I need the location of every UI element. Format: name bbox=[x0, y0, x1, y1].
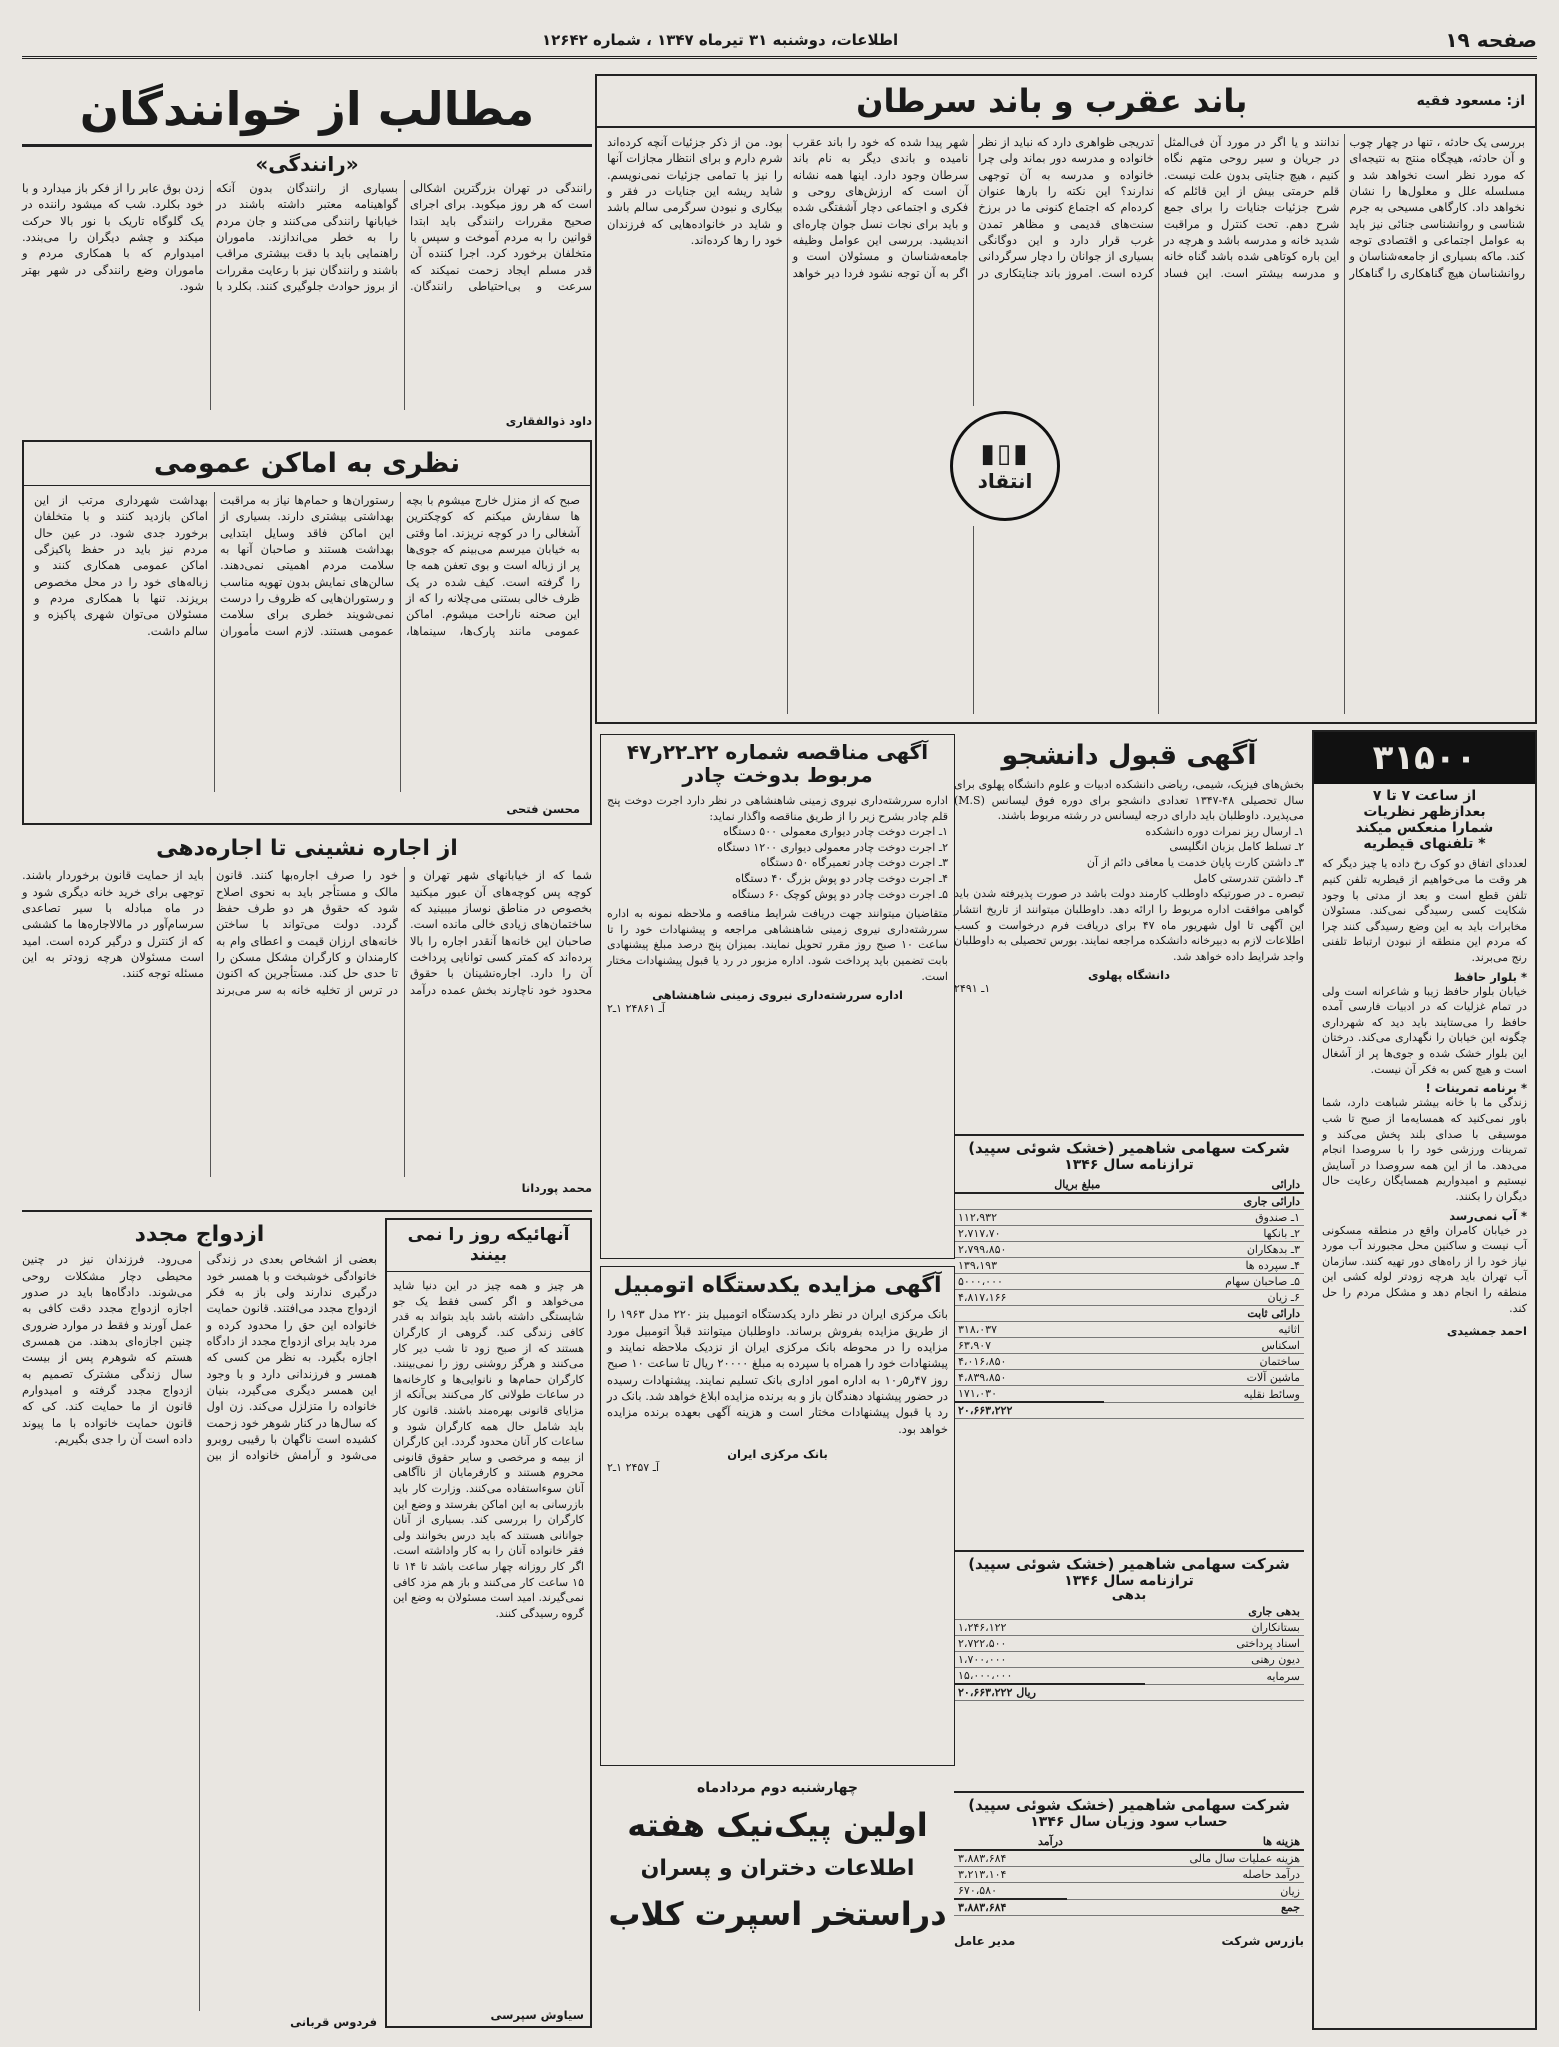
phone-logo: ۳۱۵۰۰ bbox=[1314, 732, 1535, 784]
university-ad-title: آگهی قبول دانشجو bbox=[1001, 740, 1257, 771]
tender-item-2: ۲ـ اجرت دوخت چادر معمولی دیواری ۱۲۰۰ دستگاه bbox=[717, 840, 948, 854]
table-row: اسکناس ۶۳،۹۰۷ bbox=[954, 1338, 1304, 1354]
table-row: ماشین آلات ۴،۸۳۹،۸۵۰ bbox=[954, 1370, 1304, 1386]
pl-total: ۳،۸۸۳،۶۸۴ bbox=[954, 1899, 1067, 1916]
rent-article bbox=[22, 830, 592, 1212]
bs1-col-amount: مبلغ بریال bbox=[954, 1177, 1104, 1193]
bs2-sub-label: بدهی جاری bbox=[954, 1604, 1304, 1620]
remarriage-title: ازدواج مجدد bbox=[134, 1222, 265, 1247]
university-req-4: ۴ـ داشتن تندرستی کامل bbox=[1193, 871, 1304, 885]
university-ad-signer: دانشگاه پهلوی bbox=[1087, 968, 1171, 983]
rent-signature: محمد پوردانا bbox=[521, 1181, 592, 1196]
phone-section-3: زندگی ما با خانه بیشتر شباهت دارد، شما باور نمی‌کنید که همسایه‌ما از صبح تا شب موسیقی با صدای بلند پخش می‌کند و تمرینات ورزشی خود را با سروصدا انجام می‌دهد. ما از این همه سروصدا در آسایش نیستیم و امیدواریم همسایگان رعایت حال دیگران را بکنند. bbox=[1322, 1096, 1527, 1203]
phone-line-3: * تلفنهای قیطریه bbox=[1363, 836, 1486, 853]
bs2-period: ترازنامه سال ۱۳۴۶ bbox=[1064, 1573, 1194, 1590]
letters-title: مطالب از خوانندگان bbox=[22, 74, 592, 147]
picnic-date: چهارشنبه دوم مردادماه bbox=[697, 1780, 858, 1796]
crime-article bbox=[595, 74, 1537, 724]
remarriage-article bbox=[22, 1218, 377, 2028]
phone-hours: از ساعت ۷ تا ۷ bbox=[1372, 788, 1477, 804]
bs2-total: ۲۰،۶۶۳،۲۲۲ ریال bbox=[954, 1684, 1145, 1701]
auction-ad bbox=[600, 1266, 955, 1766]
tender-item-5: ۵ـ اجرت دوخت چادر دو پوش کوچک ۶۰ دستگاه bbox=[732, 887, 948, 901]
auction-body: بانک مرکزی ایران در نظر دارد یکدستگاه اتومبیل بنز ۲۲۰ مدل ۱۹۶۳ را از طریق مزایده بفروش برساند. داوطلبان میتوانند قبلاً اتومبیل مورد مزایده را در محوطه بانک مرکزی ایران از نزدیک ملاحظه نمایند و پیشنهادات خود را همراه با سپرده به مبلغ ۲۰۰۰۰ ریال تا ساعت ۱۰ صبح روز ۴۷ر۵ر۱۰ به اداره امور اداری بانک تسلیم نمایند. پیشنهادات رسیده در حضور پیشنهاد دهندگان باز و به برنده مزایده ابلاغ خواهد شد. بانک در رد یا قبول پیشنهادات مختار است و هزینه آگهی بعهده برنده مزایده خواهد بود. bbox=[607, 1307, 949, 1436]
table-row: اثاثیه ۳۱۸،۰۳۷ bbox=[954, 1322, 1304, 1338]
etelaat-phone-column bbox=[1312, 730, 1537, 2030]
table-row: هزینه عملیات سال مالی ۳،۸۸۳،۶۸۴ bbox=[954, 1850, 1304, 1867]
table-row: ۱ـ صندوق ۱۱۲،۹۳۲ bbox=[954, 1210, 1304, 1226]
university-ad-details: تبصره ـ در صورتیکه داوطلب کارمند دولت باشد در صورت پذیرفته شدن باید گواهی موافقت اداره مربوط را ارائه دهد. داوطلبان میتوانند از تاریخ انتشار این آگهی تا اول شهریور ماه ۴۷ برای دریافت فرم درخواست و کسب اطلاعات لازم به دبیرخانه دانشکده مراجعه نمایند. بورس تحصیلی به داوطلبان واجد شرایط داده خواهد شد. bbox=[954, 887, 1304, 963]
phone-line-1: بعدازظهر نظریات bbox=[1363, 804, 1486, 821]
bs1-total: ۲۰،۶۶۳،۲۲۲ bbox=[954, 1402, 1104, 1419]
driving-letter-title: «رانندگی» bbox=[255, 152, 359, 176]
bs1-table bbox=[954, 1177, 1304, 1419]
bs1-col-asset: دارائی bbox=[1104, 1177, 1304, 1193]
pl-col-expense: هزینه ها bbox=[1067, 1834, 1304, 1850]
university-ad-code: ۱ـ ۲۴۹۱ bbox=[954, 982, 991, 996]
auction-code: آـ ۲۴۵۷ ۱ـ۲ bbox=[607, 1460, 659, 1474]
table-row: ساختمان ۴،۰۱۶،۸۵۰ bbox=[954, 1354, 1304, 1370]
critique-badge bbox=[945, 406, 1065, 526]
tender-details: متقاضیان میتوانند جهت دریافت شرایط مناقصه و ملاحظه نمونه به اداره سررشته‌داری نیروی زمینی شاهنشاهی مراجعه و پیشنهادات خود را تا ساعت ۱۰ صبح روز مقرر تحویل نمایند. بمیزان پنج درصد مبلغ پیشنهادی بابت تضمین باید پرداخت شود. اداره مزبور در رد یا قبول پیشنهادات مختار است. bbox=[607, 907, 949, 983]
auction-title: آگهی مزایده یکدستگاه اتومبیل bbox=[613, 1273, 942, 1298]
table-row: وسائط نقلیه ۱۷۱،۰۳۰ bbox=[954, 1386, 1304, 1403]
tender-item-3: ۳ـ اجرت دوخت چادر تعمیرگاه ۵۰ دستگاه bbox=[760, 856, 948, 870]
bs1-fixed-label: دارائی ثابت bbox=[954, 1306, 1304, 1322]
pl-total-label: جمع bbox=[1067, 1899, 1304, 1916]
phone-section-4-head: * آب نمی‌رسد bbox=[1449, 1208, 1527, 1223]
picnic-line-2: اطلاعات دختران و پسران bbox=[640, 1856, 915, 1881]
workers-signature: سیاوش سپرسی bbox=[490, 2008, 584, 2023]
bs2-company: شرکت سهامی شاهمیر (خشک شوئی سپید) bbox=[968, 1555, 1290, 1573]
university-req-1: ۱ـ ارسال ریز نمرات دوره دانشکده bbox=[1145, 824, 1304, 838]
profit-loss bbox=[954, 1797, 1304, 2029]
table-row: اسناد پرداختی ۲،۷۲۲،۵۰۰ bbox=[954, 1636, 1304, 1652]
bs1-company: شرکت سهامی شاهمیر (خشک شوئی سپید) bbox=[968, 1139, 1290, 1157]
bs2-table bbox=[954, 1604, 1304, 1701]
tender-code: آـ ۲۴۸۶۱ ۱ـ۲ bbox=[607, 1002, 665, 1016]
remarriage-signature: فردوس قربانی bbox=[290, 2015, 377, 2030]
article-body: بررسی یک حادثه ، تنها در چهار چوب و آن حادثه، هیچگاه منتج به نتیجه‌ای که مورد نظر است نخواهد شد و مسلسله علل و معلول‌ها را نشان نخواهد داد. کارگاهی مسیحی به جرم شناسی و روانشناسی جنائی نیز باید به عوامل اجتماعی و اقتصادی توجه کند. ماکه بسیاری از جامعه‌شناسان و روانشناسان هیچ گناهکاری را گناهکار ندانند و یا اگر در مورد آن فی‌المثل در جریان و سیر روحی متهم نگاه کنیم ، هیچ جنایتی بدون علت نیست. قلم حرمتی بیش از این قائلم که شرح جزئیات جنایات را برای جمع شرح دهم. تحت کنترل و مراقبت شدید خانه و مدرسه باشد و هرچه در این باره کوتاهی شده باشد گناه خانه و مدرسه بیشتر است. این فساد تدریجی ظواهری دارد که نباید از نظر خانواده و مدرسه دور بماند ولی چرا خانواده و مدرسه به آن توجهی ندارند؟ این نکته را بارها عنوان کرده‌ام که اجتماع کنونی ما در برزخ سنت‌های قدیمی و مظاهر تمدن غرب قرار دارد و این دوگانگی بسیاری از جوانان را دچار سرگردانی کرده است. امروز باند جنایتکاری در شهر پیدا شده که خود را باند عقرب نامیده و باندی دیگر به نام باند سرطان وجود دارد. اینها همه نشانه آن است که ارزش‌های روحی و فکری و اجتماعی دچار آشفتگی شده و باید برای نجات نسل جوان چاره‌ای اندیشید. بررسی این عوامل وظیفه جامعه‌شناسان و مسئولان است و اگر به آن توجه نشود فردا دیر خواهد بود. من از ذکر جزئیات آنچه کرده‌اند شرم دارم و برای انتظار مجازات آنها را نیز با تمامی جزئیات نمی‌نویسم. شاید ریشه این جنایات در فقر و بیکاری و نبودن سرگرمی سالم باشد و شاید در خانواده‌هایی که فرزندان خود را رها کرده‌اند. bbox=[607, 135, 1525, 280]
tender-ad bbox=[600, 734, 955, 1259]
table-row: بستانکاران ۱،۲۴۶،۱۲۲ bbox=[954, 1620, 1304, 1636]
bs1-current-label: دارائی جاری bbox=[954, 1193, 1304, 1210]
workers-body: هر چیز و همه چیز در این دنیا شاید می‌خواهد و اگر کسی فقط یک جو شایستگی داشته باشد باید بتواند به قدر کافی زندگی کند. گروهی از کارگران هستند که از صبح زود تا شب دیر کار می‌کنند و هرگز روشنی روز را نمی‌بینند. کارگران حمام‌ها و نانوایی‌ها و کارخانه‌ها در ساعات طولانی کار می‌کنند بی‌آنکه از مزایای قانونی بهره‌مند باشند. قانون کار باید شامل حال همه کارگران شود و ساعات کار آنان محدود گردد. این کارگران از بیمه و مرخصی و سایر حقوق قانونی محروم هستند و کارفرمایان از ناآگاهی آنان سوءاستفاده می‌کنند. وزارت کار باید بازرسانی به این اماکن بفرستد و وضع این کارگران را بررسی کند. بسیاری از آنان جوانانی هستند که باید درس بخوانند ولی فقر خانواده آنان را به کار واداشته است. اگر کار روزانه چهار ساعت باشد تا ۱۴ تا ۱۵ ساعت کار می‌کنند و باز هم مزد کافی نمی‌گیرند. امید است مسئولان به وضع این گروه رسیدگی کنند. bbox=[393, 1279, 584, 1620]
phone-signature: احمد جمشیدی bbox=[1446, 1324, 1527, 1339]
tender-title: آگهی مناقصه شماره ۲۲ـ۲۲ر۴۷ bbox=[626, 740, 929, 764]
tender-item-4: ۴ـ اجرت دوخت چادر دو پوش بزرگ ۴۰ دستگاه bbox=[735, 872, 948, 886]
bs1-period: ترازنامه سال ۱۳۴۶ bbox=[1064, 1157, 1194, 1174]
university-ad-intro: بخش‌های فیزیک، شیمی، ریاضی دانشکده ادبیات و علوم دانشگاه پهلوی برای سال تحصیلی ۴۸-۱۳۴۷ تعدادی دانشجو برای دوره فوق لیسانس (M.S) می‌پذیرد. داوطلبان باید دارای درجه لیسانس در رشته مربوط باشند. bbox=[954, 778, 1304, 823]
picnic-line-1: اولین پیک‌نیک هفته bbox=[627, 1806, 928, 1844]
page-number: صفحه ۱۹ bbox=[1445, 28, 1537, 52]
issue-line: اطلاعات، دوشنبه ۳۱ تیرماه ۱۳۴۷ ، شماره ۱۲۶۴۲ bbox=[542, 31, 899, 49]
workers-article bbox=[385, 1218, 592, 2028]
auction-signer: بانک مرکزی ایران bbox=[727, 1446, 828, 1461]
phone-section-1: لعددای اتفاق دو کوک رخ داده یا چیز دیگر که هر وقت ما می‌خواهیم از قیطریه تلفن کنیم تلفن قطع است و بعد از مدتی با وجود شکایت کسی رسیدگی نمی‌کند. مسئولان مخابرات باید به این وضع رسیدگی کنند چرا که مردم این منطقه از نبودن ارتباط تلفنی رنج می‌برند. bbox=[1322, 857, 1527, 965]
remarriage-body: بعضی از اشخاص بعدی در زندگی خانوادگی خوشبخت و با همسر خود درگیری ندارند ولی باز به فکر ازدواج مجدد می‌افتند. قانون حمایت خانواده این حق را محدود کرده و مرد باید برای ازدواج مجدد از دادگاه اجازه بگیرد. به نظر من کسی که همسر و فرزندانی دارد و با وجود این همسر دیگری می‌گیرد، بنیان خانواده را متزلزل می‌کند. زن اول که سال‌ها در کنار شوهر خود زحمت کشیده است ناگهان با رقیبی روبرو می‌شود و آرامش خانواده از بین می‌رود. فرزندان نیز در چنین محیطی دچار مشکلات روحی می‌شوند. دادگاه‌ها باید در صدور اجازه ازدواج مجدد دقت کافی به عمل آورند و فقط در موارد ضروری چنین اجازه‌ای بدهند. من همسری هستم که شوهرم پس از بیست سال زندگی مشترک تصمیم به ازدواج مجدد گرفته و امیدوارم قانون از ما حمایت کند. کی که قانون حمایت خانواده با ما پیوند داده است آن را جدی بگیریم. bbox=[22, 1252, 377, 1463]
picnic-ad bbox=[600, 1774, 955, 2029]
table-row: ۳ـ بدهکاران ۲،۷۹۹،۸۵۰ bbox=[954, 1242, 1304, 1258]
driving-letter-signature: داود ذوالفقاری bbox=[505, 414, 592, 428]
table-row: ۲ـ بانکها ۲،۷۱۷،۷۰ bbox=[954, 1226, 1304, 1242]
public-places-title: نظری به اماکن عمومی bbox=[24, 442, 590, 486]
driving-letter-body: رانندگی در تهران بزرگترین اشکالی است که هر روز میکوبد. برای اجرای صحیح مقررات رانندگی باید ابتدا قوانین را به مردم آموخت و سپس با متخلفان برخورد کرد. اجرا کننده آن قدر مسلم ایجاد زحمت نمیکند که سرعت و بی‌احتیاطی رانندگان. بسیاری از رانندگان بدون آنکه گواهینامه معتبر داشته باشند در خیابانها رانندگی می‌کنند و جان مردم را به خطر می‌اندازند. ماموران راهنمایی باید با دقت بیشتری مراقب باشند و رانندگان نیز با رعایت مقررات از بروز حوادث جلوگیری کنند. بکلرد با زدن بوق عابر را از فکر باز میدارد و با خود بکلرد. شب که میشود راننده در یک گلوگاه تاریک با نور بالا حرکت میکند و چشم دیگران را می‌بندد. امیدوارم که با همکاری مردم و ماموران وضع رانندگی در شهر بهتر شود. bbox=[22, 181, 592, 293]
phone-section-4: در خیابان کامران واقع در منطقه مسکونی آب نیست و ساکنین محل مجبورند آب مورد نیاز خود را از راه‌های دور تهیه کنند. سازمان آب تهران باید هرچه زودتر لوله کشی این منطقه را انجام دهد و مشکل مردم را حل کند. bbox=[1322, 1223, 1527, 1315]
table-row: درآمد حاصله ۳،۲۱۳،۱۰۴ bbox=[954, 1867, 1304, 1883]
pl-table bbox=[954, 1834, 1304, 1916]
pl-col-income: درآمد bbox=[954, 1834, 1067, 1850]
bs2-side-label: بدهی bbox=[1111, 1588, 1147, 1604]
tender-signer: اداره سررشته‌داری نیروی زمینی شاهنشاهی bbox=[652, 988, 903, 1003]
phone-line-2: شمارا منعکس میکند bbox=[1355, 820, 1494, 837]
rent-body: شما که از خیابانهای شهر تهران و کوچه پس کوچه‌های آن عبور میکنید بخصوص در مناطق نوساز میبینید که ساختمان‌های زیادی خالی مانده است. صاحبان این خانه‌ها آنقدر اجاره را بالا برده‌اند که کمتر کسی توانایی پرداخت آن را دارد. اجاره‌نشینان با حقوق محدود خود ناچارند بخش عمده درآمد خود را صرف اجاره‌بها کنند. قانون مالک و مستأجر باید به نحوی اصلاح شود که حقوق هر دو طرف حفظ گردد. دولت می‌تواند با ساختن خانه‌های ارزان قیمت و اعطای وام به کارمندان و کارگران مشکل مسکن را تا حدی حل کند. مستأجرین که اکنون در ترس از تخلیه خانه به سر می‌برند باید از حمایت قانون برخوردار باشند. توجهی برای خرید خانه دیگری شود و در ماه مبادله با سیر تصاعدی سرسام‌آور در مالالاجاره‌ها ما کششی که از کنترل و درگیر کرده است. امید است مسئولان هرچه زودتر به این مسئله توجه کنند. bbox=[22, 868, 592, 997]
university-req-3: ۳ـ داشتن کارت پایان خدمت یا معافی دائم از آن bbox=[1086, 856, 1304, 870]
pl-signer-left: مدیر عامل bbox=[954, 1934, 1016, 1949]
page-header bbox=[22, 24, 1537, 59]
tender-subtitle: مربوط بدوخت چادر bbox=[682, 763, 873, 787]
tender-item-1: ۱ـ اجرت دوخت چادر دیواری معمولی ۵۰۰ دستگاه bbox=[723, 825, 948, 839]
balance-sheet-1 bbox=[954, 1140, 1304, 1552]
tender-intro: اداره سررشته‌داری نیروی زمینی شاهنشاهی در نظر دارد اجرت دوخت پنج قلم چادر بشرح زیر را از طریق مناقصه واگذار نماید: bbox=[607, 794, 948, 823]
phone-section-3-head: * برنامه تمرینات ! bbox=[1425, 1081, 1527, 1096]
workers-title: آنهائیکه روز را نمی بینند bbox=[387, 1220, 590, 1272]
phone-section-2: خیابان بلوار حافظ زیبا و شاعرانه است ولی در تمام غزلیات که در ادبیات فارسی آمده حافظ را می‌ستایند باید دید که شهرداری چگونه این خیابان را نگهداری می‌کند. درختان این بلوار خشک شده و جوی‌ها پر از آشغال است و هیچ کس به فکر آن نیست. bbox=[1322, 984, 1527, 1076]
university-ad bbox=[954, 734, 1304, 1136]
article-byline: از: مسعود فقیه bbox=[1416, 93, 1525, 109]
table-row: دیون رهنی ۱،۷۰۰،۰۰۰ bbox=[954, 1652, 1304, 1668]
letters-section bbox=[22, 74, 592, 434]
university-req-2: ۲ـ تسلط کامل بزبان انگلیسی bbox=[1169, 840, 1304, 854]
table-row: سرمایه ۱۵،۰۰۰،۰۰۰ bbox=[954, 1668, 1304, 1685]
table-row: زیان ۶۷۰،۵۸۰ bbox=[954, 1883, 1304, 1900]
table-row: ۴ـ سپرده ها ۱۳۹،۱۹۳ bbox=[954, 1258, 1304, 1274]
public-places-article bbox=[22, 440, 592, 825]
badge-label: انتقاد bbox=[977, 469, 1033, 493]
picnic-line-3: دراستخر اسپرت کلاب bbox=[608, 1895, 947, 1933]
pl-signer-right: بازرس شرکت bbox=[1221, 1934, 1304, 1949]
public-places-signature: محسن فتحی bbox=[506, 802, 580, 817]
article-title: باند عقرب و باند سرطان bbox=[856, 81, 1248, 120]
rent-title: از اجاره نشینی تا اجاره‌دهی bbox=[156, 836, 458, 861]
balance-sheet-2 bbox=[954, 1556, 1304, 1793]
phone-section-2-head: * بلوار حافظ bbox=[1453, 969, 1527, 984]
pl-period: حساب سود وزیان سال ۱۳۴۶ bbox=[1030, 1814, 1228, 1831]
table-row: ۵ـ صاحبان سهام ۵۰۰۰،۰۰۰ bbox=[954, 1274, 1304, 1290]
public-places-body: صبح که از منزل خارج میشوم با بچه ها سفارش میکنم که کوچکترین آشغالی را در کوچه نریزند. اما وقتی به خیابان میرسم می‌بینم که جوی‌ها پر از زباله است و بوی تعفن همه جا را گرفته است. کیف شده در یک ظرف خالی بستنی می‌چلانه را که از این صحنه ناراحت میشوم. اماکن عمومی مانند پارک‌ها، سینماها، رستوران‌ها و حمام‌ها نیاز به مراقبت بهداشتی بیشتری دارند. بسیاری از این اماکن فاقد وسایل ابتدایی بهداشت هستند و صاحبان آنها به سلامت مردم اهمیتی نمی‌دهند. سالن‌های نمایش بدون تهویه مناسب و رستوران‌هایی که ظروف را درست نمی‌شویند خطری برای سلامت عمومی هستند. لازم است مأموران بهداشت شهرداری مرتب از این اماکن بازدید کنند و با متخلفان برخورد جدی شود. در عین حال مردم نیز باید در حفظ پاکیزگی اماکن عمومی همکاری کنند و زباله‌های خود را در محل مخصوص بریزند. تنها با همکاری مردم و مسئولان می‌توان شهری پاکیزه و سالم داشت. bbox=[34, 493, 580, 638]
table-row: ۶ـ زیان ۴،۸۱۷،۱۶۶ bbox=[954, 1290, 1304, 1306]
badge-ornament-icon: ▮▯▮ bbox=[980, 439, 1030, 469]
pl-company: شرکت سهامی شاهمیر (خشک شوئی سپید) bbox=[968, 1796, 1290, 1814]
